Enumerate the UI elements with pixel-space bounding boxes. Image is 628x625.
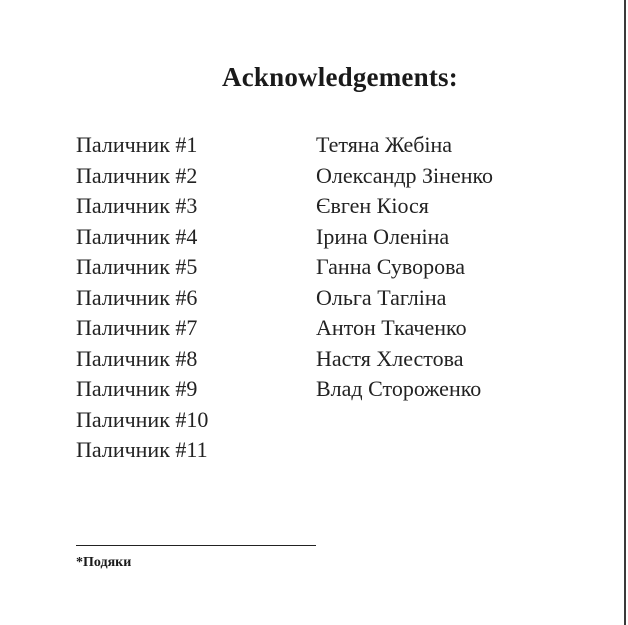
- name-item: Антон Ткаченко: [316, 315, 467, 340]
- name-item: Ольга Таглiна: [316, 284, 447, 310]
- name-item: Олександр Зіненко: [316, 162, 494, 188]
- role-item: Паличник #4: [76, 223, 198, 249]
- role-item: Паличник #7: [76, 315, 198, 340]
- role-item: Паличник #11: [76, 437, 208, 462]
- role-item: Паличник #5: [76, 254, 198, 279]
- roles-list: [76, 130, 208, 466]
- role-item: Паличник #2: [76, 162, 198, 188]
- role-item: Паличник #8: [76, 345, 198, 371]
- name-item: Ірина Оленіна: [316, 223, 450, 249]
- name-item: Ганна Суворова: [316, 254, 465, 279]
- footnote-divider: [76, 545, 316, 546]
- role-item: Паличник #10: [76, 406, 209, 432]
- role-item: Паличник #9: [76, 376, 198, 401]
- name-item: Тетяна Жебіна: [316, 132, 453, 157]
- names-list: [316, 130, 493, 405]
- footnote-text: *Подяки: [76, 555, 132, 570]
- role-item: Паличник #3: [76, 193, 198, 218]
- name-item: Настя Хлестова: [316, 345, 464, 371]
- name-item: Влад Стороженко: [316, 376, 482, 401]
- role-item: Паличник #6: [76, 284, 198, 310]
- name-item: Євген Кіося: [316, 193, 429, 218]
- role-item: Паличник #1: [76, 132, 198, 157]
- page-title: Acknowledgements:: [222, 62, 458, 92]
